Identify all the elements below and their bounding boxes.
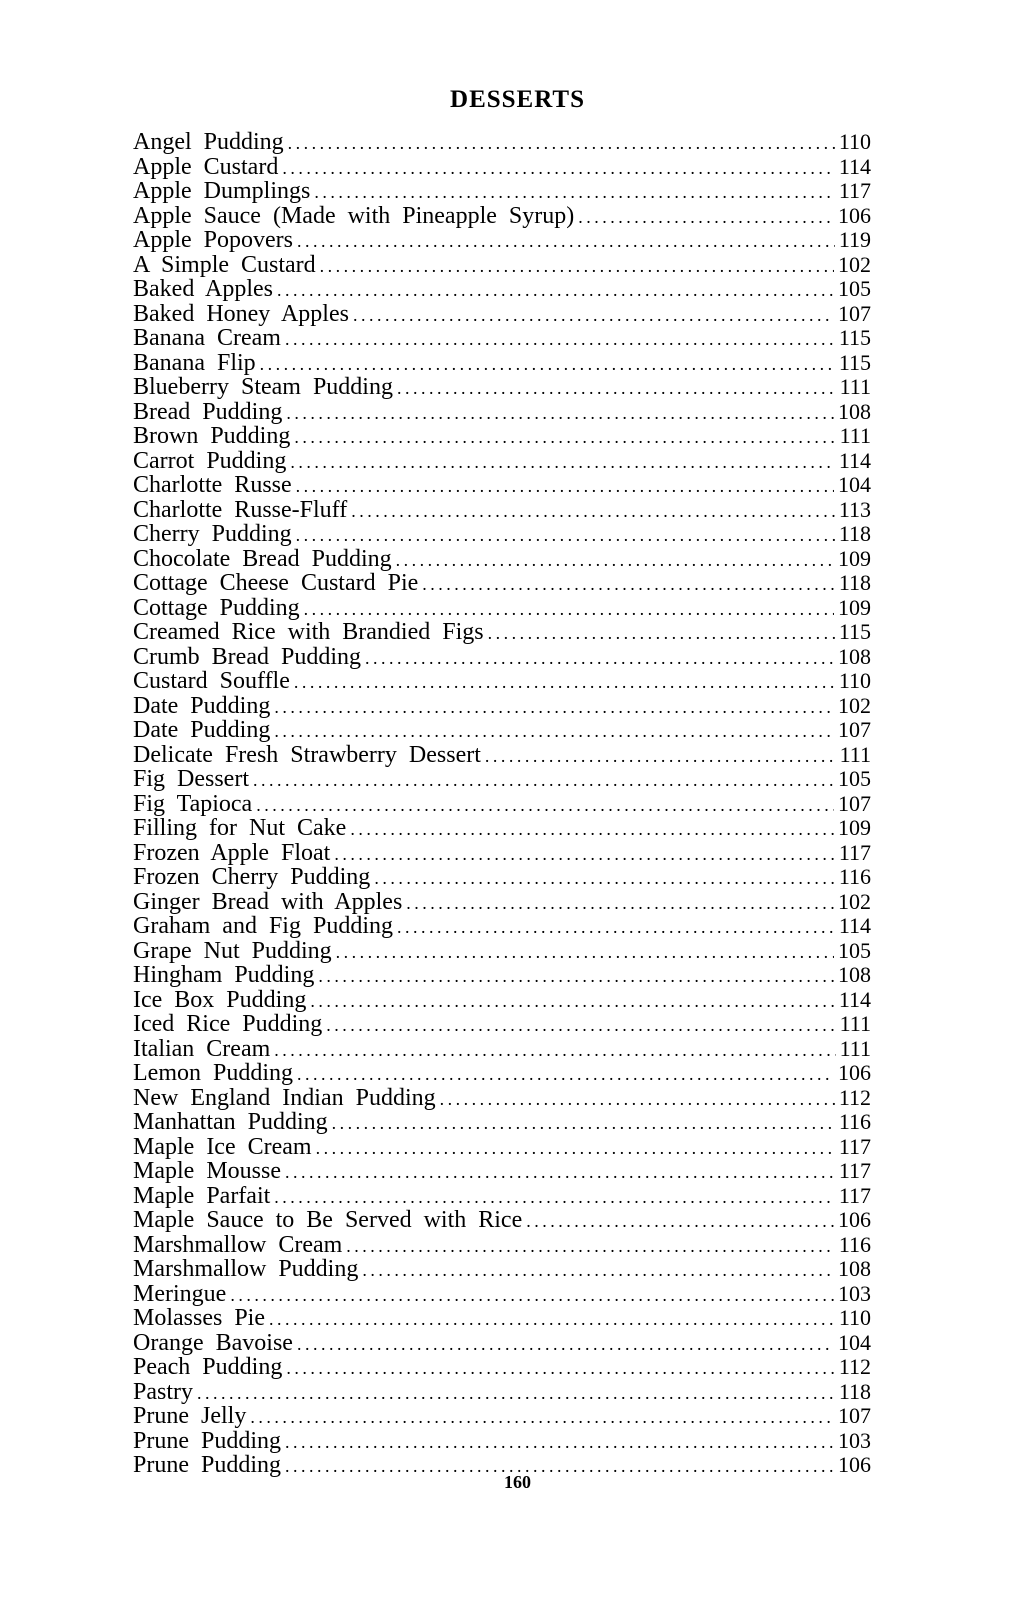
entry-page-number: 114 — [838, 153, 871, 179]
entry-page-number: 102 — [838, 692, 871, 718]
dot-leader — [274, 1185, 835, 1210]
entry-page-number: 109 — [838, 815, 871, 840]
dot-leader — [485, 744, 836, 769]
dot-leader — [296, 474, 834, 499]
entry-title: Date Pudding — [133, 692, 271, 719]
dot-leader — [320, 254, 834, 279]
entry-page-number: 117 — [838, 1158, 871, 1183]
entry-page-number: 111 — [839, 1035, 871, 1061]
dot-leader — [282, 156, 835, 181]
index-entry — [133, 1159, 871, 1184]
dot-leader — [374, 866, 835, 891]
index-entry — [133, 1429, 871, 1454]
dot-leader — [260, 352, 835, 377]
entry-page-number: 107 — [838, 717, 871, 742]
index-entry — [133, 1331, 871, 1356]
entry-page-number: 116 — [838, 864, 871, 889]
entry-page-number: 107 — [838, 1403, 871, 1428]
index-entry — [133, 1355, 871, 1380]
entry-title: Custard Souffle — [133, 668, 290, 694]
page-number: 160 — [504, 1472, 531, 1492]
index-entry — [133, 400, 871, 425]
index-entry — [133, 1208, 871, 1233]
dot-leader — [274, 1038, 835, 1063]
entry-title: Maple Parfait — [133, 1182, 271, 1209]
dot-leader — [277, 278, 834, 303]
entry-title: Peach Pudding — [133, 1354, 283, 1380]
dot-leader — [269, 1307, 835, 1332]
dot-leader — [286, 401, 834, 426]
entry-page-number: 108 — [838, 1256, 871, 1281]
index-entry — [133, 1380, 871, 1405]
entry-title: Prune Pudding — [133, 1427, 282, 1454]
index-entry — [133, 571, 871, 596]
entry-page-number: 106 — [838, 202, 871, 228]
index-entry — [133, 326, 871, 351]
dot-leader — [294, 670, 835, 695]
entry-page-number: 107 — [838, 300, 871, 326]
entry-title: Grape Nut Pudding — [133, 937, 332, 964]
entry-title: Baked Honey Apples — [133, 300, 349, 327]
index-entry — [133, 1257, 871, 1282]
entry-title: Lemon Pudding — [133, 1060, 293, 1086]
entry-page-number: 102 — [838, 251, 871, 277]
index-entry — [133, 1282, 871, 1307]
entry-title: Apple Dumplings — [133, 178, 311, 204]
entry-title: Iced Rice Pudding — [133, 1011, 323, 1037]
index-entry — [133, 963, 871, 988]
entry-page-number: 106 — [838, 1207, 871, 1232]
dot-leader — [350, 817, 834, 842]
entry-page-number: 117 — [838, 178, 871, 203]
index-entry — [133, 841, 871, 866]
entry-page-number: 116 — [838, 1109, 871, 1134]
index-entry — [133, 620, 871, 645]
dot-leader — [346, 1234, 835, 1259]
index-entry — [133, 473, 871, 498]
index-entry — [133, 498, 871, 523]
entry-title: Marshmallow Cream — [133, 1231, 343, 1258]
index-entry — [133, 743, 871, 768]
entry-page-number: 109 — [838, 594, 871, 620]
index-entry — [133, 767, 871, 792]
entry-title: Prune Jelly — [133, 1403, 247, 1429]
index-entry — [133, 204, 871, 229]
index-entry — [133, 939, 871, 964]
index-entry — [133, 424, 871, 449]
index-entry — [133, 669, 871, 694]
entry-page-number: 110 — [838, 1305, 871, 1330]
entry-page-number: 108 — [838, 643, 871, 669]
entry-page-number: 111 — [839, 1011, 871, 1036]
index-entry — [133, 351, 871, 376]
entry-page-number: 117 — [838, 839, 871, 865]
index-entry — [133, 816, 871, 841]
dot-leader — [351, 499, 835, 524]
dot-leader — [310, 989, 834, 1014]
entry-page-number: 108 — [838, 962, 871, 987]
entry-title: Orange Bavoise — [133, 1329, 293, 1356]
index-entry — [133, 1086, 871, 1111]
dot-leader — [297, 1332, 834, 1357]
index-entry — [133, 718, 871, 743]
entry-page-number: 105 — [838, 937, 871, 963]
entry-page-number: 114 — [838, 913, 871, 938]
index-entry — [133, 253, 871, 278]
entry-title: Apple Popovers — [133, 227, 293, 253]
entry-title: Marshmallow Pudding — [133, 1256, 359, 1282]
index-entry — [133, 1012, 871, 1037]
index-entry — [133, 1306, 871, 1331]
entry-page-number: 106 — [838, 1060, 871, 1085]
entry-title: New England Indian Pudding — [133, 1084, 436, 1111]
dot-leader — [285, 327, 835, 352]
entry-title: Pastry — [133, 1378, 193, 1405]
entry-title: Banana Flip — [133, 349, 256, 376]
index-entry — [133, 1061, 871, 1086]
dot-leader — [326, 1013, 835, 1038]
entry-page-number: 111 — [839, 741, 871, 767]
entry-page-number: 110 — [838, 668, 871, 693]
entry-page-number: 114 — [838, 447, 871, 473]
entry-page-number: 110 — [838, 129, 871, 154]
entry-title: Fig Tapioca — [133, 790, 253, 817]
dessert-index-list — [133, 130, 871, 1478]
dot-leader — [406, 891, 834, 916]
entry-page-number: 118 — [838, 1378, 871, 1404]
entry-page-number: 118 — [838, 570, 871, 595]
entry-title: Ginger Bread with Apples — [133, 888, 403, 915]
dot-leader — [250, 1405, 834, 1430]
dot-leader — [288, 131, 835, 156]
entry-title: Maple Ice Cream — [133, 1133, 312, 1160]
dot-leader — [197, 1381, 835, 1406]
entry-page-number: 109 — [838, 545, 871, 571]
dot-leader — [297, 1062, 834, 1087]
dot-leader — [253, 768, 834, 793]
dot-leader — [290, 450, 834, 475]
index-entry — [133, 914, 871, 939]
dot-leader — [230, 1283, 834, 1308]
section-heading: DESSERTS — [450, 86, 585, 113]
dot-leader — [488, 621, 835, 646]
entry-title: Charlotte Russe — [133, 472, 292, 498]
entry-page-number: 112 — [838, 1354, 871, 1379]
entry-page-number: 115 — [838, 349, 871, 375]
entry-page-number: 102 — [838, 888, 871, 914]
index-entry — [133, 1135, 871, 1160]
index-entry — [133, 1037, 871, 1062]
index-entry — [133, 155, 871, 180]
index-entry — [133, 130, 871, 155]
dot-leader — [422, 572, 835, 597]
entry-title: Maple Sauce to Be Served with Rice — [133, 1207, 523, 1233]
index-entry — [133, 302, 871, 327]
dot-leader — [297, 229, 835, 254]
entry-title: Filling for Nut Cake — [133, 815, 347, 841]
entry-page-number: 111 — [839, 374, 871, 399]
entry-page-number: 116 — [838, 1231, 871, 1257]
index-entry — [133, 596, 871, 621]
entry-title: Baked Apples — [133, 276, 273, 302]
entry-title: Cottage Cheese Custard Pie — [133, 570, 419, 596]
entry-title: Manhattan Pudding — [133, 1109, 328, 1135]
entry-page-number: 118 — [838, 521, 871, 546]
entry-page-number: 108 — [838, 398, 871, 424]
index-entry — [133, 179, 871, 204]
index-entry — [133, 1110, 871, 1135]
dot-leader — [336, 940, 834, 965]
dot-leader — [578, 205, 834, 230]
entry-title: Carrot Pudding — [133, 447, 287, 474]
entry-title: Creamed Rice with Brandied Figs — [133, 619, 484, 645]
entry-title: Apple Custard — [133, 153, 279, 180]
dot-leader — [294, 425, 835, 450]
index-entry — [133, 522, 871, 547]
entry-title: Italian Cream — [133, 1035, 271, 1062]
entry-title: Cottage Pudding — [133, 594, 300, 621]
index-entry — [133, 277, 871, 302]
entry-title: Crumb Bread Pudding — [133, 643, 361, 670]
entry-title: Delicate Fresh Strawberry Dessert — [133, 741, 481, 768]
dot-leader — [314, 180, 834, 205]
dot-leader — [526, 1209, 834, 1234]
dot-leader — [274, 719, 834, 744]
entry-page-number: 107 — [838, 790, 871, 816]
entry-title: Prune Pudding — [133, 1452, 282, 1478]
index-entry — [133, 694, 871, 719]
dot-leader — [332, 1111, 835, 1136]
dot-leader — [316, 1136, 835, 1161]
index-entry — [133, 1233, 871, 1258]
dot-leader — [285, 1430, 834, 1455]
entry-title: Fig Dessert — [133, 766, 249, 792]
entry-title: Molasses Pie — [133, 1305, 265, 1331]
index-entry — [133, 1404, 871, 1429]
entry-page-number: 112 — [838, 1084, 871, 1110]
entry-title: Frozen Apple Float — [133, 839, 331, 866]
entry-title: Brown Pudding — [133, 423, 291, 449]
dot-leader — [274, 695, 834, 720]
index-entry — [133, 547, 871, 572]
entry-page-number: 114 — [838, 986, 871, 1012]
entry-title: Date Pudding — [133, 717, 271, 743]
entry-page-number: 106 — [838, 1452, 871, 1477]
index-entry — [133, 890, 871, 915]
index-entry — [133, 792, 871, 817]
dot-leader — [256, 793, 834, 818]
dot-leader — [365, 646, 834, 671]
index-entry — [133, 988, 871, 1013]
entry-title: Blueberry Steam Pudding — [133, 374, 393, 400]
entry-page-number: 117 — [838, 1182, 871, 1208]
entry-page-number: 115 — [838, 325, 871, 350]
entry-title: Frozen Cherry Pudding — [133, 864, 371, 890]
entry-page-number: 113 — [838, 496, 871, 522]
index-entry — [133, 375, 871, 400]
index-entry — [133, 645, 871, 670]
dot-leader — [286, 1356, 834, 1381]
dot-leader — [296, 523, 835, 548]
entry-page-number: 119 — [838, 227, 871, 252]
index-entry — [133, 865, 871, 890]
dot-leader — [334, 842, 835, 867]
entry-title: Banana Cream — [133, 325, 281, 351]
entry-page-number: 105 — [838, 276, 871, 301]
entry-title: Hingham Pudding — [133, 962, 315, 988]
entry-title: Apple Sauce (Made with Pineapple Syrup) — [133, 202, 575, 229]
entry-title: Bread Pudding — [133, 398, 283, 425]
entry-page-number: 103 — [838, 1427, 871, 1453]
dot-leader — [362, 1258, 834, 1283]
dot-leader — [285, 1160, 835, 1185]
entry-page-number: 117 — [838, 1133, 871, 1159]
entry-page-number: 104 — [838, 1329, 871, 1355]
dot-leader — [397, 376, 836, 401]
dot-leader — [440, 1087, 835, 1112]
entry-title: A Simple Custard — [133, 251, 316, 278]
entry-page-number: 105 — [838, 766, 871, 791]
entry-title: Maple Mousse — [133, 1158, 281, 1184]
index-entry — [133, 228, 871, 253]
dot-leader — [304, 597, 834, 622]
dot-leader — [397, 915, 835, 940]
dot-leader — [396, 548, 834, 573]
entry-title: Angel Pudding — [133, 129, 284, 155]
entry-page-number: 115 — [838, 619, 871, 644]
entry-page-number: 103 — [838, 1280, 871, 1306]
index-entry — [133, 449, 871, 474]
entry-title: Cherry Pudding — [133, 521, 292, 547]
entry-title: Meringue — [133, 1280, 227, 1307]
entry-page-number: 111 — [839, 423, 871, 448]
entry-title: Charlotte Russe-Fluff — [133, 496, 348, 523]
index-entry — [133, 1184, 871, 1209]
entry-title: Graham and Fig Pudding — [133, 913, 393, 939]
dot-leader — [353, 303, 834, 328]
dot-leader — [318, 964, 834, 989]
entry-page-number: 104 — [838, 472, 871, 497]
entry-title: Ice Box Pudding — [133, 986, 307, 1013]
entry-title: Chocolate Bread Pudding — [133, 545, 392, 572]
